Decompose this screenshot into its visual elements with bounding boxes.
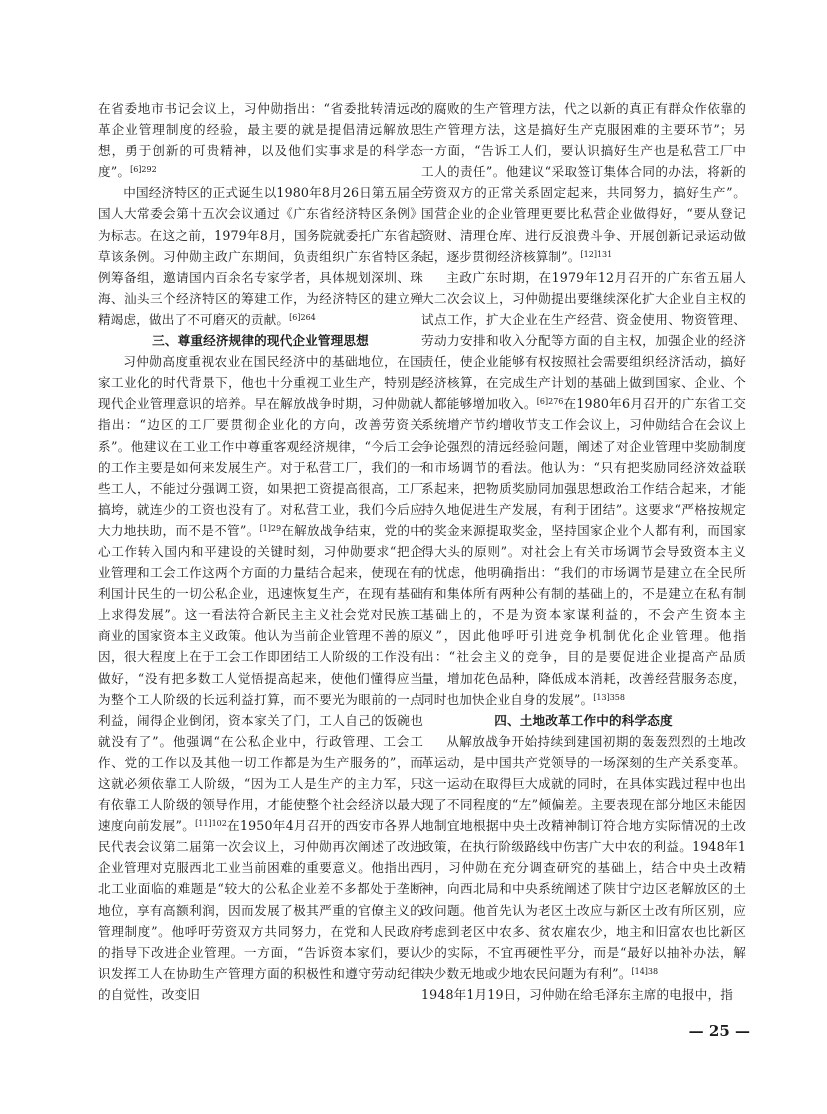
paragraph-text: 1948年1月19日，习仲勋在给毛泽东主席的电报中，指 [421,986,734,1002]
paragraph-text: 中国经济特区的正式诞生以1980年8月26日第五届全国人大常委会第十五次会议通过《广东省经济特区条例》为标志。在这之前，1979年8月，国务院就委托广东省起草该条例。习仲勋主政广东期间，负责组织广东省特区条例筹备组，邀请国内百余名专家学者，具体规划深圳、珠海、汕头三个经济特区的筹建工作，为经济特区的建立殚精竭虑，做出了不可磨灭的贡献。 [98,185,423,327]
paragraph [98,98,423,182]
paragraph-text: 从解放战争开始持续到建国初期的轰轰烈烈的土地改革运动，是中国共产党领导的一场深刻的生产关系变革。这一运动在取得巨大成就的同时，在具体实践过程中也出现了不同程度的“左”倾偏差。主要表现在部分地区未能因地制宜地根据中央土改精神制订符合地方实际情况的土改政策，在执行阶级路线中伤害广大中农的利益。1948年1月，习仲勋在充分调查研究的基础上，结合中央土改精神，向西北局和中央系统阐述了陕甘宁边区老解放区的土改问题。他首先认为老区土改应与新区土改有所区别，应考虑到老区中农多、贫农雇农少，地主和旧富农也比新区少的实际，不宜再硬性平分，而是“最好以抽补办法，解决少数无地或少地农民问题为有利”。 [421,733,746,981]
paragraph [421,984,746,1005]
citation-ref: [11]102 [195,819,227,829]
citation-ref: [1]29 [259,523,282,533]
citation-ref: [6]276 [536,397,564,407]
left-column [98,98,423,1005]
paragraph-text: 的腐败的生产管理方法，代之以新的真正有群众作依靠的生产管理方法，这是搞好生产克服困难的主要环节”；另一方面，“告诉工人们，要认识搞好生产也是私营工厂中工人的责任”。他建议“采取签订集体合同的办法，将新的劳资双方的正常关系固定起来，共同努力，搞好生产”。国营企业的企业管理更要比私营企业做得好，“要从登记资财、清理仓库、进行反浪费斗争、开展创新记录运动做起，逐步贯彻经济核算制”。 [421,101,746,264]
paragraph [98,182,423,330]
citation-ref: [6]264 [289,312,316,322]
paragraph-text: 在省委地市书记会议上，习仲勋指出：“省委批转清远改革企业管理制度的经验，最主要的就是提倡清远解放思想，勇于创新的可贵精神，以及他们实事求是的科学态度”。 [98,101,423,180]
section-heading: 四、土地改革工作中的科学态度 [494,712,673,728]
page-number: — 25 — [688,1022,750,1040]
right-column [421,98,746,1005]
paragraph-text: 在1980年6月召开的广东省工交系统增产节约增收节支工作会议上，习仲勋结合在会议上争论强烈的清远经验问题，阐述了对企业管理中奖励制度和市场调节的看法。他认为：“只有把奖励同经济效益联系起来，把物质奖励同加强思想政治工作结合起来，才能持久地促进生产发展，有利于团结”。这要求“严格按规定的奖金来源提取奖金，坚持国家企业个人都有利，而国家得大头的原则”。对社会上有关市场调节会导致资本主义的忧虑，他明确指出：“我们的市场调节是建立在全民所有和集体所有两种公有制的基础上的，不是建立在私有制基础上的，不是为资本家谋利益的，不会产生资本主义”，因此他呼吁引进竞争机制优化企业管理。他指出：“社会主义的竞争，目的是要促进企业提高产品质量，增加花色品种，降低成本消耗，改善经营服务态度，同时也加快企业自身的发展”。 [421,396,746,707]
paragraph-text: 习仲勋高度重视农业在国民经济中的基础地位，在国家工业化的时代背景下，他也十分重视工业生产，特别是现代企业管理意识的培养。早在解放战争时期，习仲勋就指出：“边区的工厂要贯彻企业化的方向，改善劳资关系”。他建议在工业工作中尊重客观经济规律，“今后工会的工作主要是如何来发展生产。对于私营工厂，我们的一些工人，不能过分强调工资，如果把工资提高很高，工厂搞垮，就连少的工资也没有了。对私营工业，我们今后应大力地扶助，而不是不管”。 [98,354,423,538]
paragraph-text: 在1950年4月召开的西安市各界人民代表会议第二届第一次会议上，习仲勋再次阐述了改进企业管理对克服西北工业当前困难的重要意义。他指出西北工业面临的难题是“较大的公私企业差不多都处于垄断地位，享有高额利润，因而发展了极其严重的官僚主义的管理制度”。他呼吁劳资双方共同努力，在党和人民政府的指导下改进企业管理。一方面，“告诉资本家们，要认识发挥工人在协助生产管理方面的积极性和遵守劳动纪律的自觉性，改变旧 [98,818,423,1002]
paragraph [421,267,746,710]
citation-ref: [6]292 [130,165,157,175]
paragraph [421,731,746,984]
paragraph [98,351,423,1005]
citation-ref: [12]131 [580,249,613,259]
paragraph-text: 在解放战争结束，党的中心工作转入国内和平建设的关键时刻，习仲勋要求“把企业管理和工会工作这两个方面的力量结合起来，使现在有利国计民生的一切公私企业，迅速恢复生产，在现有基础上求得发展”。这一看法符合新民主主义社会党对民族工商业的国家资本主义政策。他认为当前企业管理不善的原因，很大程度上在于工会工作即团结工人阶级的工作没有做好，“没有把多数工人觉悟提高起来，使他们懂得应当为整个工人阶级的长远利益打算，而不要光为眼前的一点利益，闹得企业倒闭，资本家关了门，工人自己的饭碗也就没有了”。他强调“在公私企业中，行政管理、工会工作、党的工作以及其他一切工作都是为生产服务的”，而这就必须依靠工人阶级，“因为工人是生产的主力军，只有依靠工人阶级的领导作用，才能使整个社会经济以最大速度向前发展”。 [98,522,423,834]
citation-ref: [13]358 [593,692,625,702]
citation-ref: [14]38 [631,966,659,976]
paragraph-text: 主政广东时期，在1979年12月召开的广东省五届人大二次会议上，习仲勋提出要继续深化扩大企业自主权的试点工作，扩大企业在生产经营、资金使用、物资管理、劳动力安排和收入分配等方面的自主权，加强企业的经济责任，使企业能够有权按照社会需要组织经济活动，搞好经济核算，在完成生产计划的基础上做到国家、企业、个人都能够增加收入。 [421,269,746,412]
paragraph [421,98,746,267]
section-heading: 三、尊重经济规律的现代企业管理思想 [152,333,369,349]
